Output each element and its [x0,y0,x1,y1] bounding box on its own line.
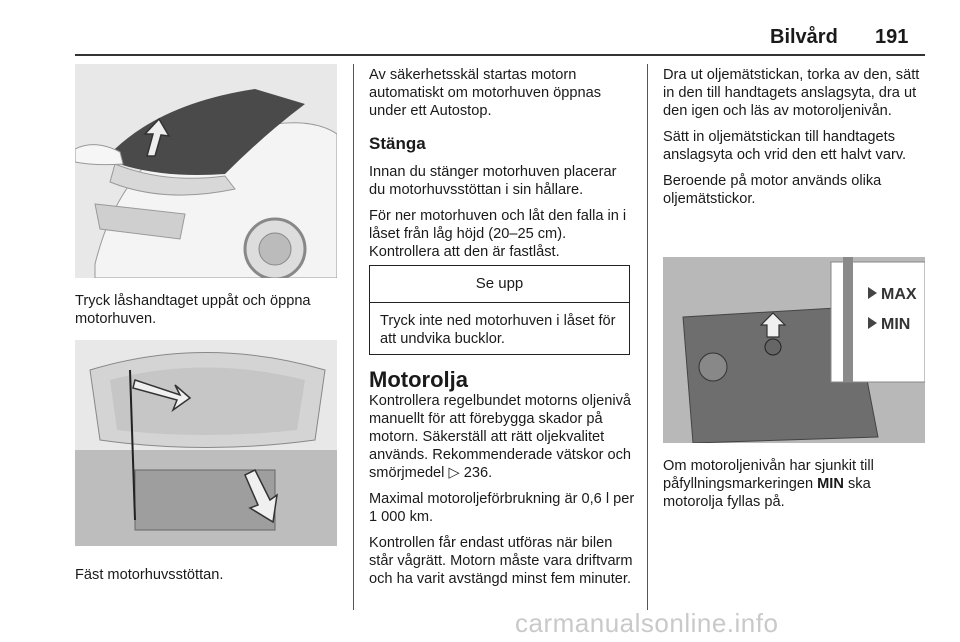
oil-paragraph-1-text: Kontrollera regelbundet motorns oljenivå manuellt för att förebygga skador på motorn. Säkerställ att rätt oljekvalitet används. Rekommenderade vätskor och smörjmedel [369,393,632,481]
close-paragraph-2: För ner motorhuven och låt den falla in i låset från låg höjd (20–25 cm). Kontrollera att den är fastlåst. [369,208,627,260]
oil-refill-text-after: ska motorolja fyllas på. [663,476,871,510]
right-column-text [663,66,931,216]
oil-refill-text [663,457,931,519]
page-number: 191 [875,26,909,48]
caption-open-hood: Tryck låshandtaget uppåt och öppna motorhuven. [75,293,311,327]
oil-refill-paragraph [663,457,931,511]
dipstick-paragraph-3: Beroende på motor används olika oljemätstickor. [663,173,882,207]
dipstick-min-label: MIN [881,316,911,333]
min-mark-label: MIN [817,476,844,492]
heading-engine-oil: Motorolja [369,367,468,392]
oil-text [369,392,637,596]
close-text [369,163,635,269]
middle-column-text [369,66,635,128]
dipstick-max-label: MAX [881,286,917,303]
caption-hood-stay: Fäst motorhuvsstöttan. [75,567,224,583]
column-divider-1 [353,64,354,610]
oil-paragraph-2: Maximal motoroljeförbrukning är 0,6 l per 1 000 km. [369,491,635,525]
page-header-title: Bilvård [770,26,838,48]
close-paragraph-1: Innan du stänger motorhuven placerar du motorhuvsstöttan i sin hållare. [369,164,617,198]
header-rule [75,54,925,56]
caution-title: Se upp [370,266,629,303]
dipstick-paragraph-2: Sätt in oljemätstickan till handtagets anslagsyta och vrid den ett halvt varv. [663,129,907,163]
caution-box [369,265,630,355]
caution-text: Tryck inte ned motorhuven i låset för att undvika bucklor. [380,313,616,347]
heading-close: Stänga [369,134,426,153]
page-reference-icon: ▷ [448,465,460,481]
oil-refill-text-before: Om motoroljenivån har sjunkit till påfyllningsmarkeringen [663,458,874,492]
figure-dipstick [663,257,925,443]
figure-hood-stay [75,340,337,546]
oil-paragraph-1 [369,392,637,482]
watermark: carmanualsonline.info [515,608,779,638]
page-reference[interactable]: 236. [463,465,493,481]
dipstick-paragraph-1: Dra ut oljemätstickan, torka av den, sätt in den till handtagets anslagsyta, dra ut den igen och läs av motoroljenivån. [663,67,920,119]
oil-paragraph-3: Kontrollen får endast utföras när bilen står vågrätt. Motorn måste vara driftvarm och ha varit avstängd minst fem minuter. [369,535,633,587]
autostop-note: Av säkerhetsskäl startas motorn automatiskt om motorhuven öppnas under ett Autostop. [369,67,602,119]
figure-hood-latch [75,64,337,278]
column-divider-2 [647,64,648,610]
